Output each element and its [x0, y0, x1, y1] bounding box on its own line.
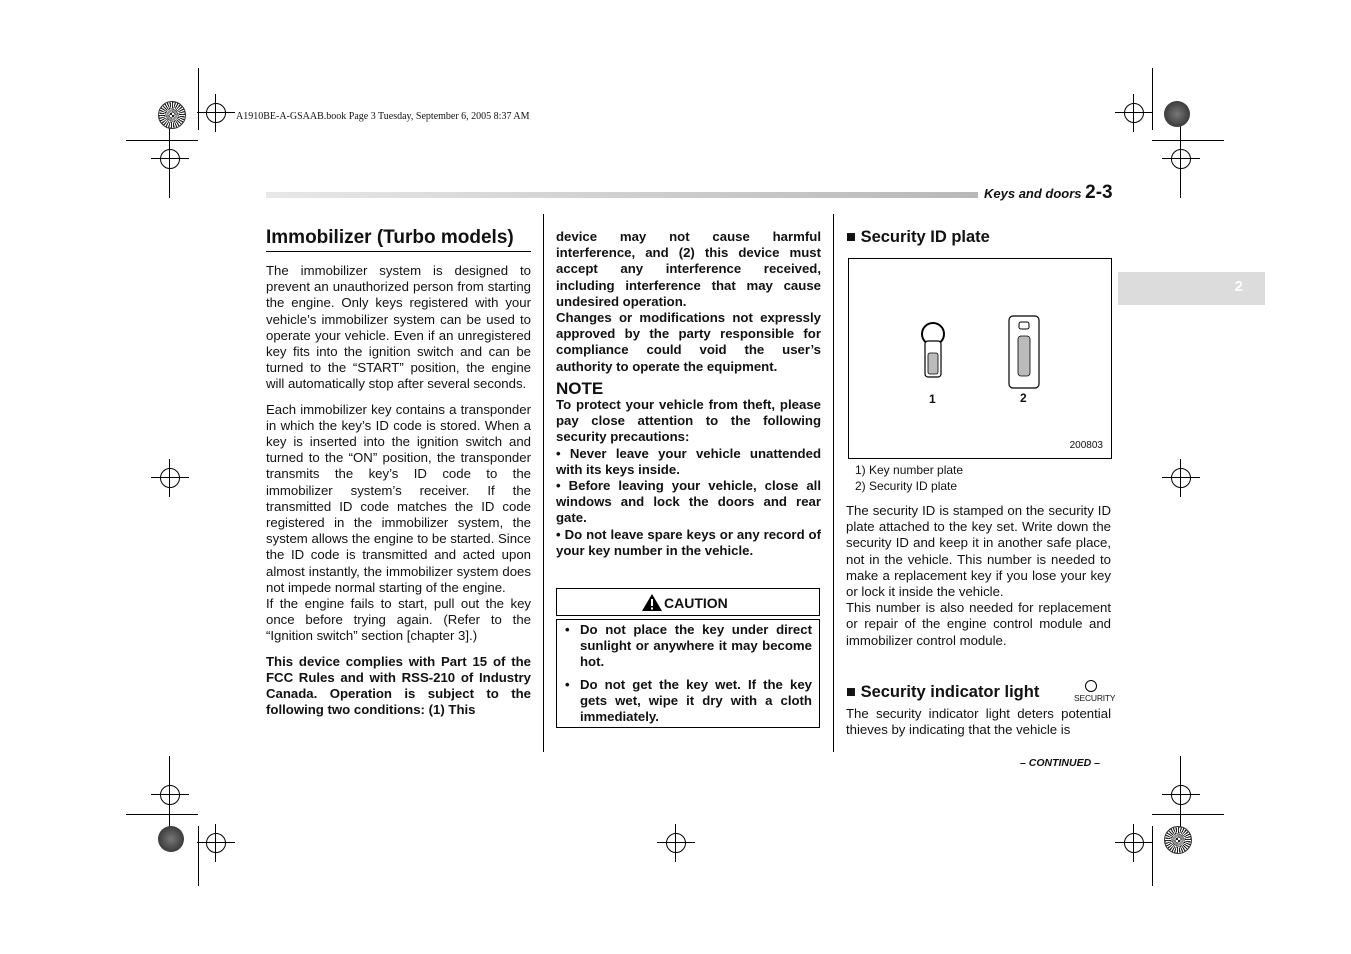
paragraph: Each immobilizer key contains a transponder in which the key’s ID code is stored. When a key is inserted into the ignition switch and turned to the “ON” position, the transponder transmits the key’s ID code to the immobilizer system’s receiver. If the transmitted ID code matches the ID code registered in the immobilizer system, the system allows the engine to be started. Since the ID code is transmitted and acted upon almost instantly, the immobilizer system does not impede normal starting of the engine. [266, 401, 531, 595]
key-plates-figure [848, 258, 1112, 459]
chapter-tab [1118, 272, 1265, 305]
title-rule [266, 251, 531, 252]
registration-crosshair [160, 785, 180, 805]
registration-crosshair [1171, 468, 1191, 488]
fcc-notice: device may not cause harmful interference, and (2) this device must accept any interference received, including interference that may cause undesired operation. [556, 229, 821, 309]
light-circle-icon [1084, 679, 1098, 693]
figure-label-1: 1 [929, 392, 936, 406]
column-divider [543, 214, 544, 752]
warning-triangle-icon [641, 593, 663, 612]
caution-body-box [556, 619, 820, 728]
registration-crosshair [1171, 785, 1191, 805]
note-item: • Do not leave spare keys or any record of your key number in the vehicle. [556, 526, 821, 558]
security-icon-label: SECURITY [1074, 693, 1116, 703]
registration-disk-mark [158, 826, 184, 852]
registration-crosshair [666, 833, 686, 853]
registration-crosshair [160, 149, 180, 169]
chapter-tab-number: 2 [1234, 278, 1243, 295]
caution-header-box [556, 588, 820, 616]
figure-code: 200803 [1069, 440, 1103, 451]
column-2 [556, 229, 821, 559]
fcc-warning: Changes or modifications not expressly approved by the party responsible for compliance could void the user’s authority to operate the equipment. [556, 310, 821, 374]
figure-label-2: 2 [1020, 391, 1027, 405]
caption-item: 2) Security ID plate [855, 478, 958, 493]
column-3-text-2 [846, 706, 1111, 738]
security-id-heading: ■ Security ID plate [846, 228, 990, 246]
heading-marker: ■ [846, 683, 856, 701]
registration-star-mark [1164, 826, 1192, 854]
header-section: Keys and doors [984, 186, 1082, 201]
paragraph: This number is also needed for replacement or repair of the engine control module and immobilizer control module. [846, 600, 1111, 648]
registration-crosshair [1124, 103, 1144, 123]
paragraph: The security ID is stamped on the security ID plate attached to the key set. Write down the security ID and keep it in another safe place, not in the vehicle. This number is needed to make a replacement key if you lose your key or lock it inside the vehicle. [846, 503, 1111, 600]
registration-crosshair [1171, 149, 1191, 169]
section-title: Immobilizer (Turbo models) [266, 227, 514, 248]
column-3-text [846, 503, 1111, 649]
bullet: • [556, 478, 561, 494]
continued-label: – CONTINUED – [1020, 757, 1100, 769]
paragraph: The immobilizer system is designed to prevent an unauthorized person from starting the engine. Only keys registered with your vehicle’s immobilizer system can be used to operate your vehicle. Even if an unregistered key fits into the ignition switch and can be turned to the “START” position, the engine will automatically stop after several seconds. [266, 263, 531, 392]
security-indicator-icon [1072, 679, 1116, 705]
column-1 [266, 263, 531, 718]
registration-star-mark [158, 101, 186, 129]
bullet: • [565, 676, 570, 692]
bullet: • [556, 526, 561, 542]
registration-crosshair [206, 833, 226, 853]
caution-list [565, 622, 812, 725]
paragraph: The security indicator light deters potential thieves by indicating that the vehicle is [846, 706, 1111, 738]
registration-crosshair [160, 468, 180, 488]
column-divider [833, 214, 834, 752]
figure-captions [855, 463, 1110, 494]
bullet: • [556, 445, 561, 461]
note-item: • Never leave your vehicle unattended with its keys inside. [556, 445, 821, 477]
caution-label: CAUTION [641, 593, 728, 612]
security-indicator-heading: ■ Security indicator light [846, 683, 1040, 701]
file-info: A1910BE-A-GSAAB.book Page 3 Tuesday, September 6, 2005 8:37 AM [236, 111, 530, 122]
note-item: • Before leaving your vehicle, close all windows and lock the doors and rear gate. [556, 478, 821, 526]
note-intro: To protect your vehicle from theft, please pay close attention to the following security precautions: [556, 397, 821, 445]
bullet: • [565, 622, 570, 637]
registration-crosshair [206, 103, 226, 123]
running-header [984, 182, 1113, 204]
security-id-plate-icon [1005, 313, 1045, 393]
fcc-notice: This device complies with Part 15 of the FCC Rules and with RSS-210 of Industry Canada. Operation is subject to the following two conditions: (1) This [266, 653, 531, 718]
note-title: NOTE [556, 378, 604, 398]
caption-item: 1) Key number plate [855, 463, 964, 477]
registration-disk-mark [1164, 101, 1190, 127]
registration-crosshair [1124, 833, 1144, 853]
key-number-plate-icon [915, 317, 955, 387]
caution-item: • Do not place the key under direct sunlight or anywhere it may become hot. [565, 622, 812, 670]
caution-item: • Do not get the key wet. If the key gets wet, wipe it dry with a cloth immediately. [565, 676, 812, 725]
heading-marker: ■ [846, 228, 856, 246]
header-bar [266, 192, 978, 198]
header-page-number: 2-3 [1085, 182, 1113, 203]
paragraph: If the engine fails to start, pull out the key once before trying again. (Refer to the “Ignition switch” section [chapter 3].) [266, 596, 531, 644]
